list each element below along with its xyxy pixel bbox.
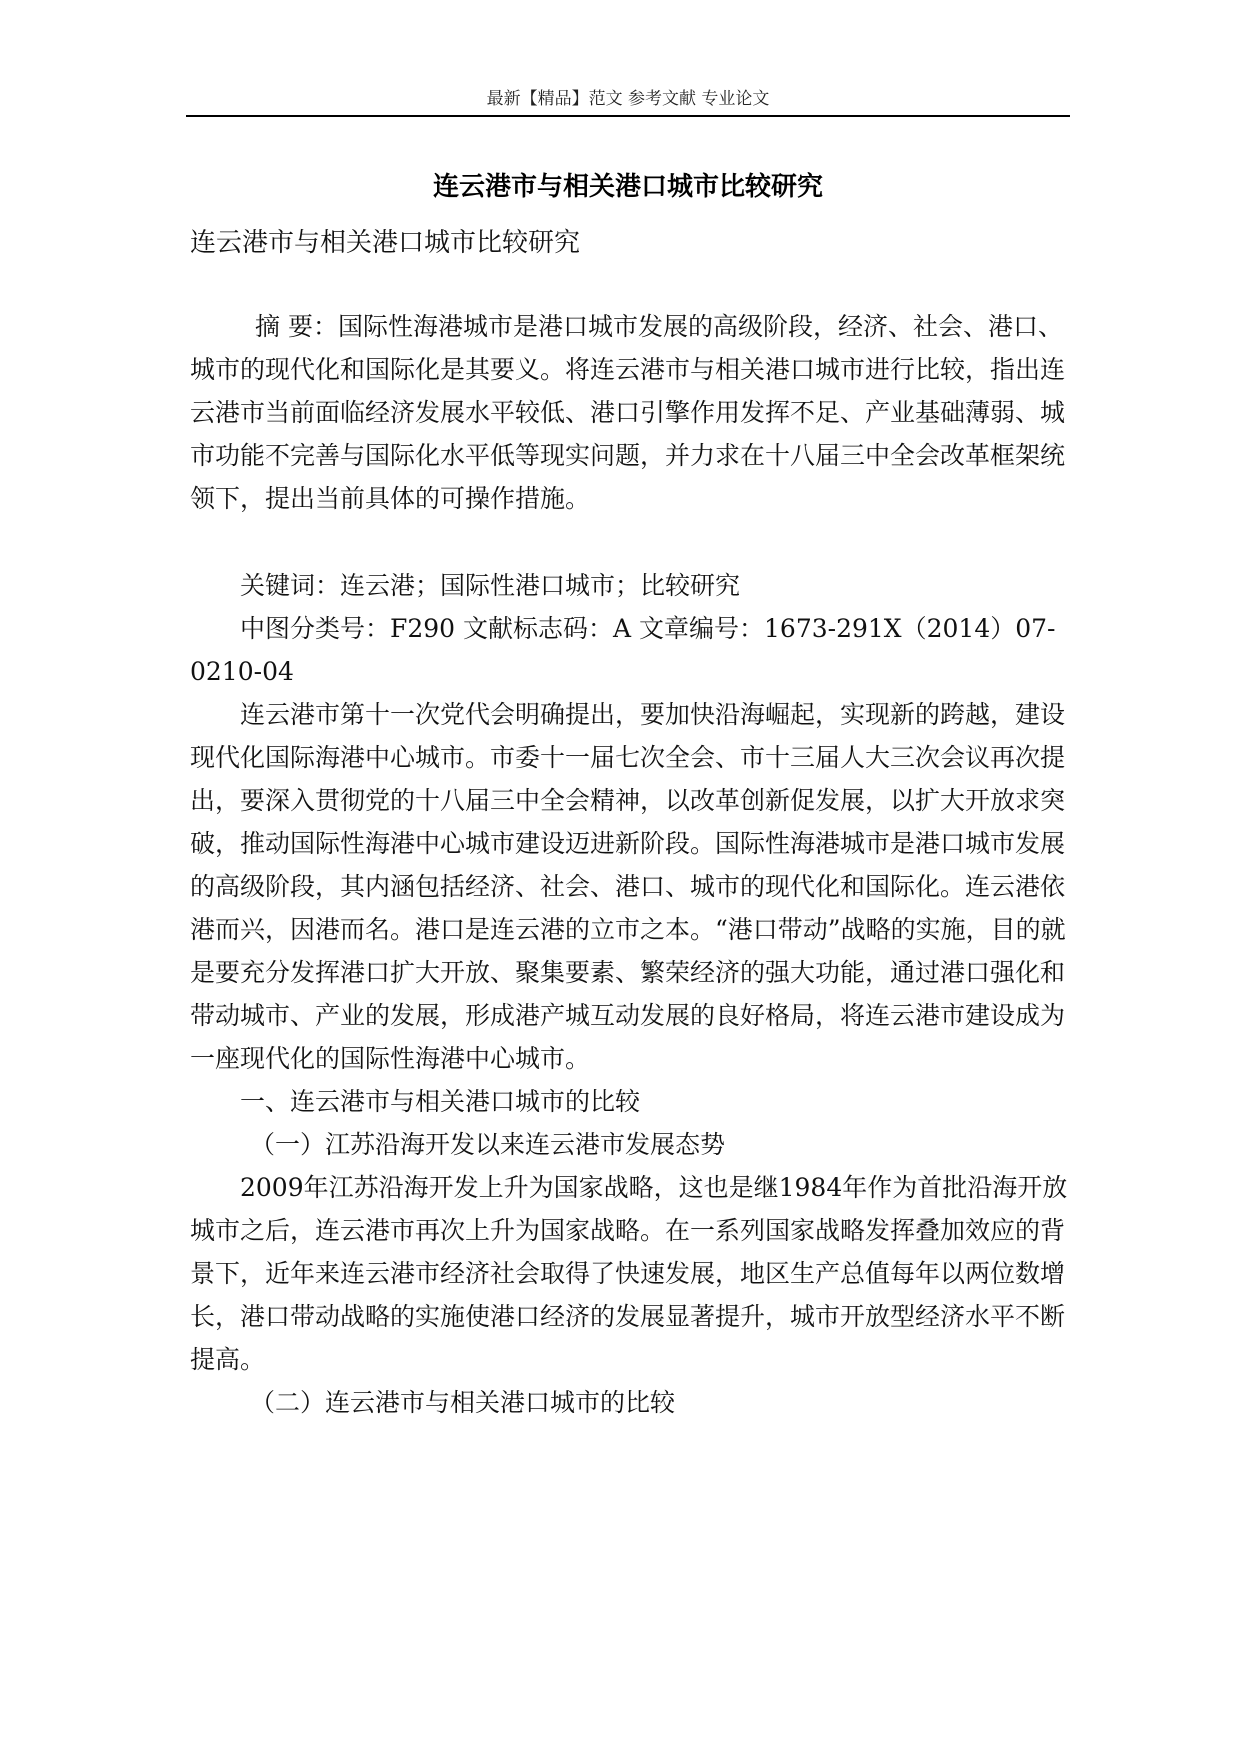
page-header: 最新【精品】范文 参考文献 专业论文 xyxy=(486,89,770,109)
keywords-line: 关键词：连云港；国际性港口城市；比较研究 xyxy=(240,571,741,600)
document-body xyxy=(190,222,1068,1424)
classification-line: 中图分类号：F290 文献标志码：A 文章编号：1673-291X（2014）07-0210-04 xyxy=(190,614,1056,686)
body-paragraph: 连云港市第十一次党代会明确提出，要加快沿海崛起，实现新的跨越，建设现代化国际海港中心城市。市委十一届七次全会、市十三届人大三次会议再次提出，要深入贯彻党的十八届三中全会精神，以改革创新促发展，以扩大开放求突破，推动国际性海港中心城市建设迈进新阶段。国际性海港城市是港口城市发展的高级阶段，其内涵包括经济、社会、港口、城市的现代化和国际化。连云港依港而兴，因港而名。港口是连云港的立市之本。“港口带动”战略的实施，目的就是要充分发挥港口扩大开放、聚集要素、繁荣经济的强大功能，通过港口强化和带动城市、产业的发展，形成港产城互动发展的良好格局，将连云港市建设成为一座现代化的国际性海港中心城市。 xyxy=(190,700,1066,1073)
document-subtitle: 连云港市与相关港口城市比较研究 xyxy=(190,228,581,258)
subsection-heading: （一）江苏沿海开发以来连云港市发展态势 xyxy=(250,1130,726,1159)
subsection-heading: （二）连云港市与相关港口城市的比较 xyxy=(250,1388,676,1417)
header-divider xyxy=(186,115,1070,117)
document-title: 连云港市与相关港口城市比较研究 xyxy=(432,172,823,202)
abstract-paragraph: 摘 要：国际性海港城市是港口城市发展的高级阶段，经济、社会、港口、城市的现代化和国际化是其要义。将连云港市与相关港口城市进行比较，指出连云港市当前面临经济发展水平较低、港口引擎作用发挥不足、产业基础薄弱、城市功能不完善与国际化水平低等现实问题，并力求在十八届三中全会改革框架统领下，提出当前具体的可操作措施。 xyxy=(190,312,1066,513)
section-heading: 一、连云港市与相关港口城市的比较 xyxy=(240,1087,641,1116)
body-paragraph: 2009年江苏沿海开发上升为国家战略，这也是继1984年作为首批沿海开放城市之后，连云港市再次上升为国家战略。在一系列国家战略发挥叠加效应的背景下，近年来连云港市经济社会取得了快速发展，地区生产总值每年以两位数增长，港口带动战略的实施使港口经济的发展显著提升，城市开放型经济水平不断提高。 xyxy=(190,1173,1068,1374)
